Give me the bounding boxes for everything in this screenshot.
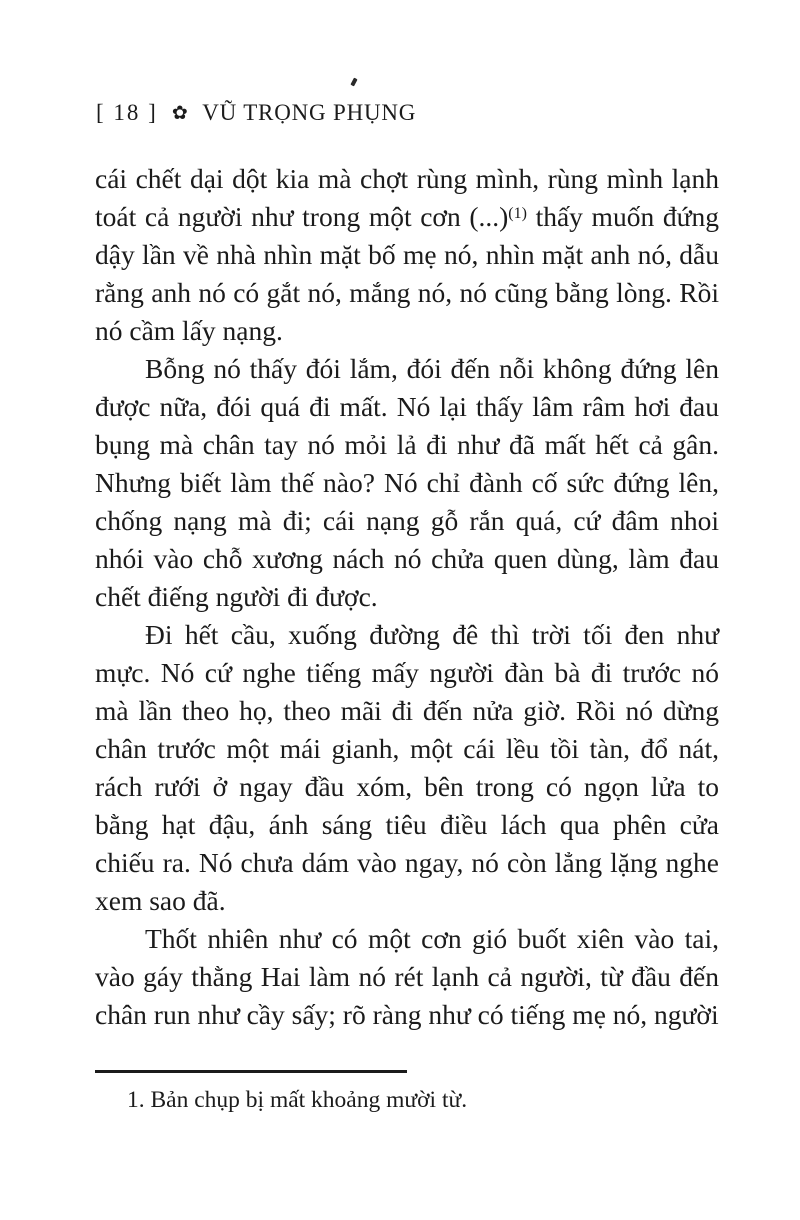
paragraph: Thốt nhiên như có một cơn gió buốt xiên vào tai, vào gáy thằng Hai làm nó rét lạnh cả người, từ đầu đến chân run như cầy sấy; rõ ràng như có tiếng mẹ nó, người [95, 923, 719, 1030]
running-header [96, 100, 720, 126]
page-number: [ 18 ] [96, 100, 158, 125]
scan-artifact [350, 78, 357, 87]
paragraph: Đi hết cầu, xuống đường đê thì trời tối đen như mực. Nó cứ nghe tiếng mấy người đàn bà đi trước nó mà lần theo họ, theo mãi đi đến nửa giờ. Rồi nó dừng chân trước một mái gianh, một cái lều tồi tàn, đổ nát, rách rưới ở ngay đầu xóm, bên trong có ngọn lửa to bằng hạt đậu, ánh sáng tiêu điều lách qua phên cửa chiếu ra. Nó chưa dám vào ngay, nó còn lẳng lặng nghe xem sao đã. [95, 619, 719, 916]
flower-ornament-icon: ✿ [171, 103, 189, 124]
footnote-marker: (1) [508, 205, 527, 222]
paragraph [95, 160, 719, 350]
author-name: VŨ TRỌNG PHỤNG [202, 100, 417, 125]
body-text [95, 160, 719, 1034]
paragraph-text: cái chết dại dột kia mà chợt rùng mình, rùng mình lạnh toát cả người như trong một cơn (...) [95, 163, 719, 232]
footnote-section [95, 1070, 719, 1115]
footnote-divider [95, 1070, 407, 1073]
paragraph: Bỗng nó thấy đói lắm, đói đến nỗi không đứng lên được nữa, đói quá đi mất. Nó lại thấy lâm râm hơi đau bụng mà chân tay nó mỏi lả đi như đã mất hết cả gân. Nhưng biết làm thế nào? Nó chỉ đành cố sức đứng lên, chống nạng mà đi; cái nạng gỗ rắn quá, cứ đâm nhoi nhói vào chỗ xương nách nó chửa quen dùng, làm đau chết điếng người đi được. [95, 353, 719, 612]
paragraph-text: thấy muốn đứng dậy lần về nhà nhìn mặt bố mẹ nó, nhìn mặt anh nó, dẫu rằng anh nó có gắt nó, mắng nó, nó cũng bằng lòng. Rồi nó cầm lấy nạng. [95, 201, 719, 346]
footnote-text: 1. Bản chụp bị mất khoảng mười từ. [127, 1087, 468, 1113]
